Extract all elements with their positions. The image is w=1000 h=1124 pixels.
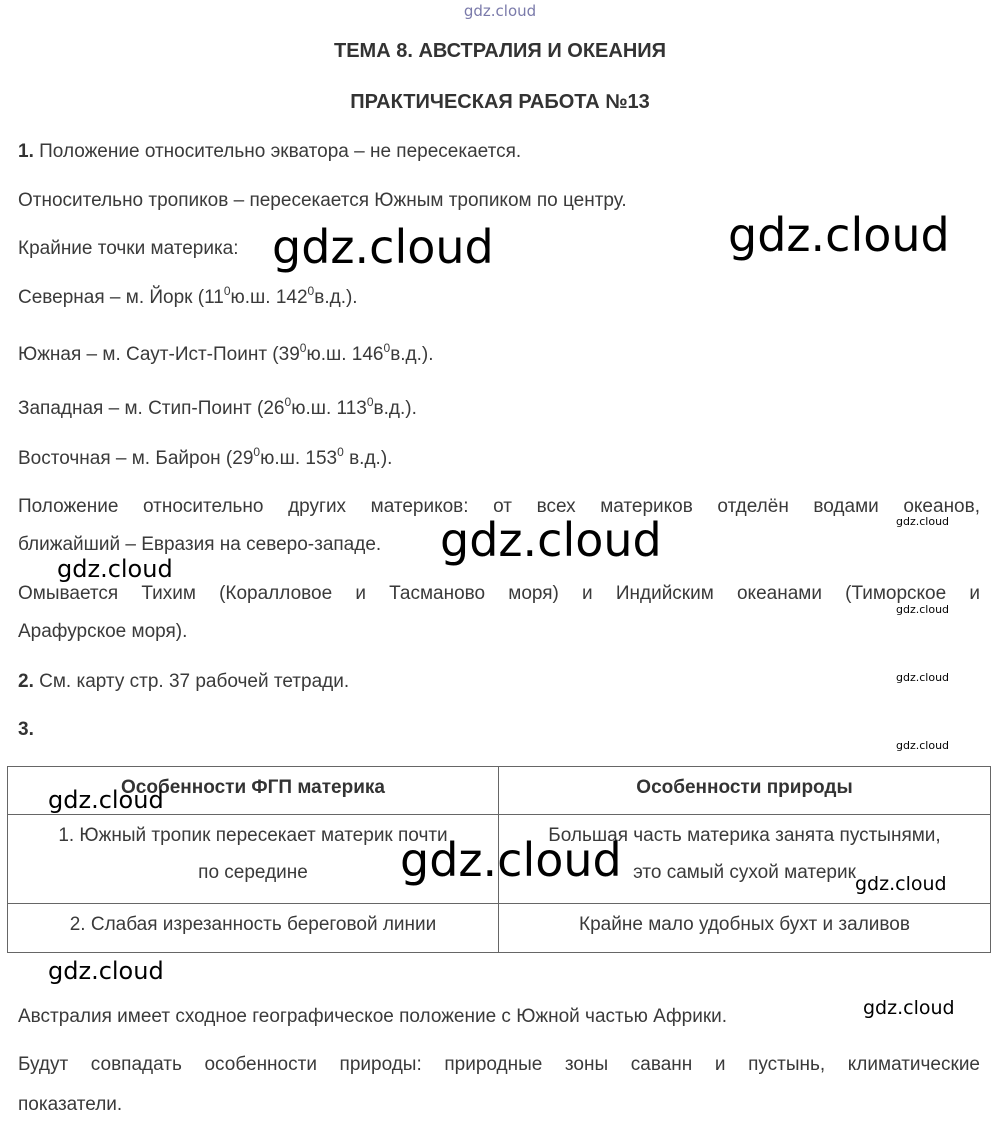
- task3-number: 3.: [18, 719, 34, 740]
- point-east-lon: в.д.).: [343, 448, 393, 469]
- task2-line: [18, 671, 349, 693]
- point-west-lon: в.д.).: [373, 398, 417, 419]
- point-east-prefix: Восточная – м. Байрон (29: [18, 448, 254, 469]
- cell-line: по середине: [198, 862, 308, 883]
- table-row: [8, 904, 991, 953]
- point-south-lat: ю.ш. 146: [306, 344, 384, 365]
- degree-mark: 0: [253, 445, 261, 459]
- degree-mark: 0: [284, 395, 292, 409]
- watermark: gdz.cloud: [855, 873, 947, 895]
- table-header-fgp: Особенности ФГП материка: [8, 767, 499, 815]
- point-east: [18, 445, 393, 470]
- point-south-lon: в.д.).: [390, 344, 434, 365]
- point-north-prefix: Северная – м. Йорк (11: [18, 287, 224, 308]
- degree-mark: 0: [337, 445, 344, 459]
- task2-text: См. карту стр. 37 рабочей тетради.: [39, 671, 350, 692]
- watermark: gdz.cloud: [400, 833, 622, 887]
- watermark: gdz.cloud: [440, 513, 662, 567]
- degree-mark: 0: [383, 341, 391, 355]
- point-north-lon: в.д.).: [314, 287, 358, 308]
- point-south-prefix: Южная – м. Саут-Ист-Поинт (39: [18, 344, 300, 365]
- degree-mark: 0: [299, 341, 307, 355]
- point-east-lat: ю.ш. 153: [260, 448, 338, 469]
- conclusion-2-line-2: показатели.: [18, 1094, 123, 1115]
- cell-line: Большая часть материка занята пустынями,: [548, 825, 941, 846]
- table-cell-fgp: [8, 904, 499, 953]
- table-cell-nature: [499, 904, 991, 953]
- oceans-line-2: Арафурское моря).: [18, 621, 188, 642]
- task1-extreme-points-label: Крайние точки материка:: [18, 238, 239, 259]
- watermark: gdz.cloud: [863, 997, 955, 1019]
- task1-tropics-text: Относительно тропиков – пересекается Южным тропиком по центру.: [18, 190, 627, 211]
- degree-mark: 0: [366, 395, 374, 409]
- task2-number: 2.: [18, 671, 34, 692]
- watermark-top: gdz.cloud: [463, 2, 537, 20]
- task1-equator-text: Положение относительно экватора – не пересекается.: [39, 141, 522, 162]
- point-south: [18, 341, 434, 366]
- conclusion-1: Австралия имеет сходное географическое положение с Южной частью Африки.: [18, 1006, 728, 1027]
- cell-line: 1. Южный тропик пересекает материк почти: [58, 825, 448, 846]
- watermark: gdz.cloud: [57, 555, 173, 583]
- cell-line: Крайне мало удобных бухт и заливов: [579, 914, 910, 935]
- table-header-nature: Особенности природы: [499, 767, 991, 815]
- page-title: ТЕМА 8. АВСТРАЛИЯ И ОКЕАНИЯ: [333, 40, 667, 62]
- conclusion-2-line-1: Будут совпадать особенности природы: природные зоны саванн и пустынь, климатические: [18, 1054, 980, 1075]
- task1-equator-line: [18, 141, 521, 163]
- watermark: gdz.cloud: [896, 739, 950, 752]
- point-west-lat: ю.ш. 113: [291, 398, 367, 419]
- task1-number: 1.: [18, 141, 34, 162]
- degree-mark: 0: [307, 284, 315, 298]
- degree-mark: 0: [223, 284, 231, 298]
- watermark: gdz.cloud: [896, 603, 950, 616]
- oceans-line-1: Омывается Тихим (Коралловое и Тасманово моря) и Индийским океанами (Тиморское и: [18, 583, 980, 604]
- watermark: gdz.cloud: [272, 220, 494, 274]
- watermark: gdz.cloud: [896, 671, 950, 684]
- watermark: gdz.cloud: [48, 957, 164, 985]
- watermark: gdz.cloud: [896, 515, 950, 528]
- continents-line-2: ближайший – Евразия на северо-западе.: [18, 534, 382, 555]
- point-west: [18, 395, 417, 420]
- point-west-prefix: Западная – м. Стип-Поинт (26: [18, 398, 285, 419]
- cell-line: 2. Слабая изрезанность береговой линии: [69, 914, 437, 935]
- point-north: [18, 284, 358, 309]
- continents-line-1: Положение относительно других материков: от всех материков отделён водами океанов,: [18, 496, 980, 517]
- cell-line: это самый сухой материк: [633, 862, 856, 883]
- watermark: gdz.cloud: [728, 208, 950, 262]
- point-north-lat: ю.ш. 142: [230, 287, 308, 308]
- page-subtitle: ПРАКТИЧЕСКАЯ РАБОТА №13: [350, 91, 650, 113]
- watermark: gdz.cloud: [48, 786, 164, 814]
